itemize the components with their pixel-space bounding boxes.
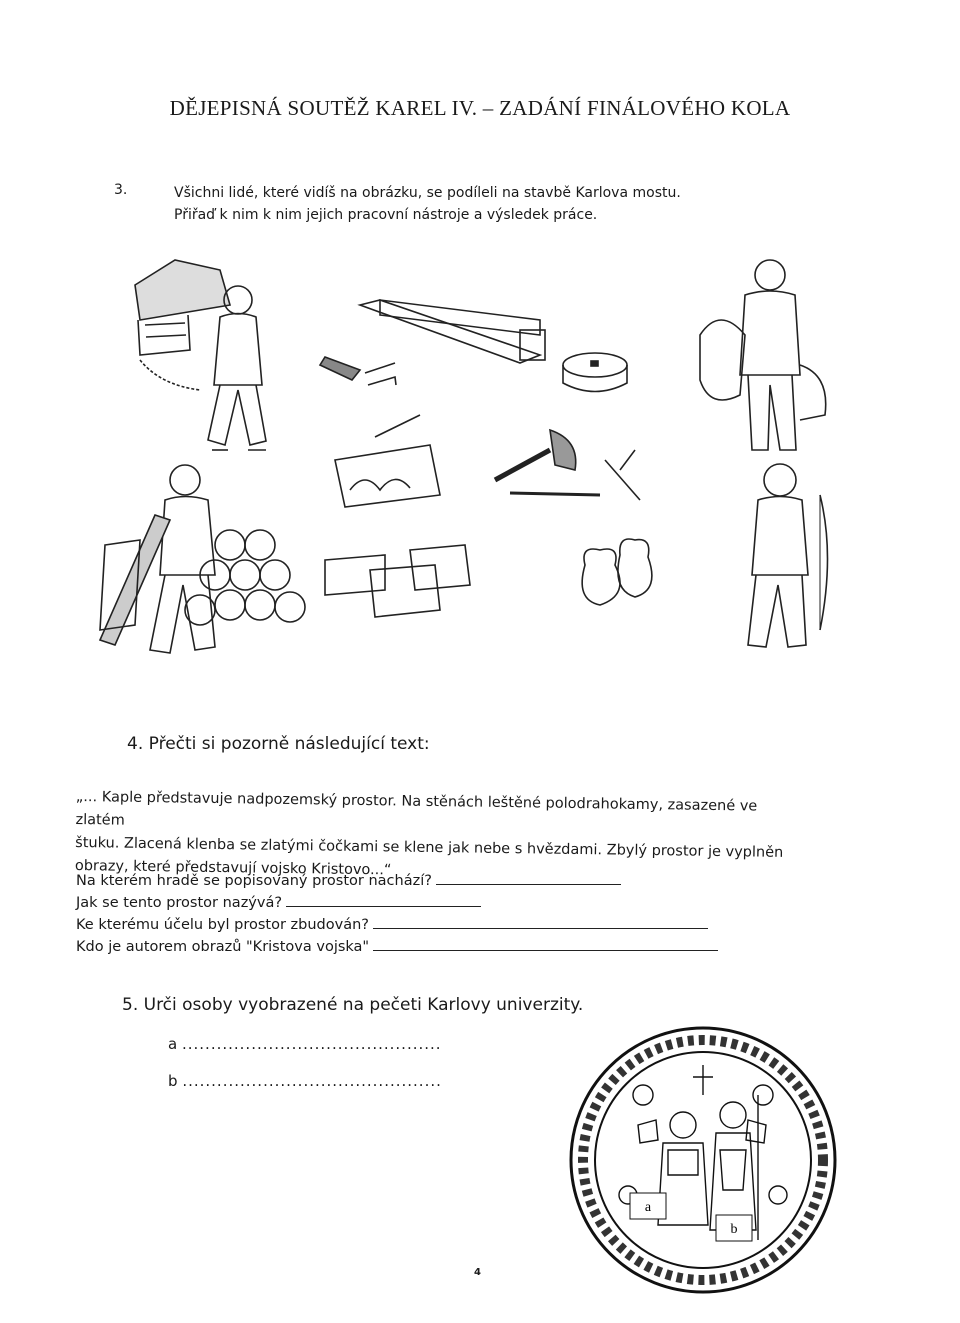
question-3-text (174, 182, 681, 226)
university-seal-image (568, 1025, 838, 1295)
seal-label-b: b (730, 1222, 738, 1237)
question-4-text: Ke kterému účelu byl prostor zbudován? (76, 917, 369, 933)
bridge-plan-scroll-drawing (335, 415, 440, 507)
answer-line[interactable] (286, 892, 481, 907)
answer-line[interactable] (436, 870, 621, 885)
question-3-line-2: Přiřaď k nim k nim jejich pracovní nástroje a výsledek práce. (174, 207, 598, 223)
answer-b-row[interactable] (168, 1072, 442, 1090)
worker-guard-figure (748, 464, 828, 647)
question-4-item (76, 870, 718, 892)
hammer-chisel-drawing (320, 357, 396, 385)
answer-a-dots[interactable]: ............................................. (181, 1035, 442, 1053)
answer-b-dots[interactable]: ............................................. (182, 1072, 442, 1090)
question-4-heading: 4. Přečti si pozorně následující text: (127, 734, 430, 754)
page-number: 4 (474, 1267, 481, 1278)
wooden-beams-drawing (360, 300, 545, 363)
answer-line[interactable] (373, 914, 708, 929)
question-4-text: Jak se tento prostor nazývá? (76, 895, 283, 911)
question-4-item (76, 936, 718, 958)
question-4-list (76, 870, 718, 958)
stone-blocks-drawing (325, 545, 470, 617)
question-4-item (76, 914, 718, 936)
question-4-item (76, 892, 718, 914)
answer-line[interactable] (373, 936, 718, 951)
question-4-text: Na kterém hradě se popisovaný prostor nachází? (76, 873, 432, 889)
question-4-text: Kdo je autorem obrazů "Kristova vojska" (76, 939, 370, 955)
page-title: DĚJEPISNÁ SOUTĚŽ KAREL IV. – ZADÁNÍ FINÁLOVÉHO KOLA (169, 96, 791, 120)
worker-woodcutter-figure (100, 465, 305, 653)
question-3-line-1: Všichni lidé, které vidíš na obrázku, se podíleli na stavbě Karlova mostu. (174, 185, 681, 201)
answer-a-row[interactable] (168, 1035, 442, 1053)
worker-stonemason-figure (700, 260, 826, 450)
question-5-heading: 5. Urči osoby vyobrazené na pečeti Karlovy univerzity. (122, 995, 584, 1015)
worker-thatcher-figure (135, 260, 266, 450)
bridge-workers-illustration (80, 245, 870, 675)
quote-line-3: obrazy, které představují vojsko Kristovo...“ (74, 857, 392, 879)
answer-b-label: b (168, 1072, 178, 1090)
seal-label-a: a (644, 1200, 652, 1215)
quote-line-2: štuku. Zlacená klenba se zlatými čočkami se klene jak nebe s hvězdami. Zbylý prostor je vyplněn (75, 834, 784, 861)
sacks-drawing (582, 539, 652, 605)
question-3-number: 3. (114, 182, 128, 198)
answer-a-label: a (168, 1035, 178, 1053)
quote-line-1: „... Kaple představuje nadpozemský prostor. Na stěnách leštěné polodrahokamy, zasazené ve zlatém (75, 788, 758, 829)
axe-saw-pick-drawing (495, 430, 640, 500)
grindstone-drawing (563, 353, 627, 392)
